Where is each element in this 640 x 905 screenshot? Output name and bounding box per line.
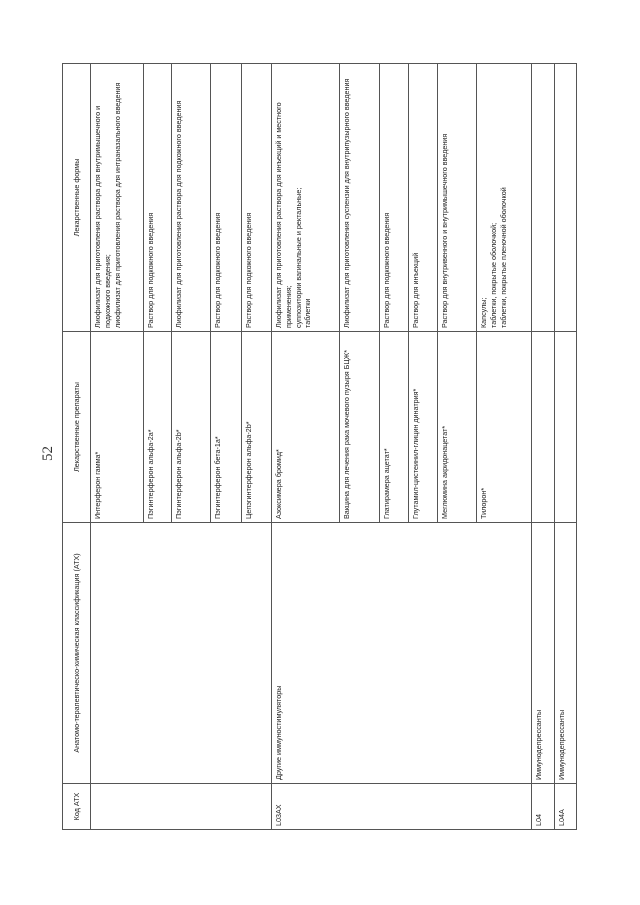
form-line: таблетки, покрытые пленочной оболочкой	[498, 187, 508, 328]
form-line: Капсулы;	[479, 297, 488, 328]
classification-cell: Иммунодепрессанты	[532, 523, 555, 784]
code-cell: L04A	[555, 784, 577, 830]
form-line: Лиофилизат для приготовления суспензии для внутрипузырного введения	[342, 78, 351, 328]
forms-cell	[144, 64, 172, 332]
form-line: Лиофилизат для приготовления раствора для инъекций и местного применения;	[274, 102, 293, 328]
form-line: Лиофилизат для приготовления раствора для подкожного введения	[174, 100, 183, 328]
drug-cell: Азоксимера бромид*	[272, 332, 340, 523]
form-line: лиофилизат для приготовления раствора для интраназального введения	[112, 82, 122, 328]
code-cell: L04	[532, 784, 555, 830]
code-cell: L03AX	[272, 784, 532, 830]
table-header-row	[63, 64, 91, 830]
form-line: Раствор для инъекций	[411, 252, 420, 328]
forms-cell	[409, 64, 438, 332]
page-number	[38, 438, 58, 468]
form-line: Раствор для подкожного введения	[382, 212, 391, 328]
drug-cell	[532, 332, 555, 523]
form-line: Раствор для подкожного введения	[213, 212, 222, 328]
form-line: Раствор для подкожного введения	[146, 212, 155, 328]
classification-cell	[91, 523, 272, 784]
form-line: Лиофилизат для приготовления раствора для внутримышечного и подкожного введения;	[93, 105, 112, 328]
forms-cell	[272, 64, 340, 332]
table-row	[91, 64, 144, 830]
form-line: суппозитории вагинальные и ректальные;	[293, 187, 303, 328]
forms-cell	[172, 64, 211, 332]
forms-cell	[380, 64, 409, 332]
rotated-table-container	[62, 64, 578, 830]
form-line: таблетки	[303, 298, 313, 328]
header-drugs: Лекарственные препараты	[63, 332, 91, 523]
drug-cell: Пэгинтерферон бета-1а*	[211, 332, 242, 523]
header-code: Код АТХ	[63, 784, 91, 830]
form-line: Раствор для внутривенного и внутримышечного введения	[440, 133, 449, 328]
forms-cell	[477, 64, 532, 332]
drug-cell: Пэгинтерферон альфа-2b*	[172, 332, 211, 523]
forms-cell	[211, 64, 242, 332]
forms-cell	[340, 64, 380, 332]
forms-cell	[242, 64, 272, 332]
drug-cell: Вакцина для лечения рака мочевого пузыря БЦЖ*	[340, 332, 380, 523]
drug-cell: Пэгинтерферон альфа-2а*	[144, 332, 172, 523]
drug-cell: Цепэгинтерферон альфа-2b*	[242, 332, 272, 523]
forms-cell	[438, 64, 477, 332]
header-classification: Анатомо-терапевтическо-химическая классификация (АТХ)	[63, 523, 91, 784]
forms-cell	[555, 64, 577, 332]
header-forms: Лекарственные формы	[63, 64, 91, 332]
form-line: таблетки, покрытые оболочкой;	[488, 222, 498, 328]
drug-table	[62, 63, 577, 830]
forms-cell	[532, 64, 555, 332]
page-number-text: 52	[39, 445, 56, 461]
drug-cell: Глатирамера ацетат*	[380, 332, 409, 523]
code-cell	[91, 784, 272, 830]
table-row	[555, 64, 577, 830]
drug-cell: Интерферон гамма*	[91, 332, 144, 523]
drug-cell	[555, 332, 577, 523]
drug-cell: Тилорон*	[477, 332, 532, 523]
classification-cell: Иммунодепрессанты	[555, 523, 577, 784]
table-row	[532, 64, 555, 830]
forms-cell	[91, 64, 144, 332]
classification-cell: Другие иммуностимуляторы	[272, 523, 532, 784]
drug-cell: Меглюмина акридонацетат*	[438, 332, 477, 523]
form-line: Раствор для подкожного введения	[244, 212, 253, 328]
drug-cell: Глутамил-цистеинил-глицин динатрия*	[409, 332, 438, 523]
table-row	[272, 64, 340, 830]
